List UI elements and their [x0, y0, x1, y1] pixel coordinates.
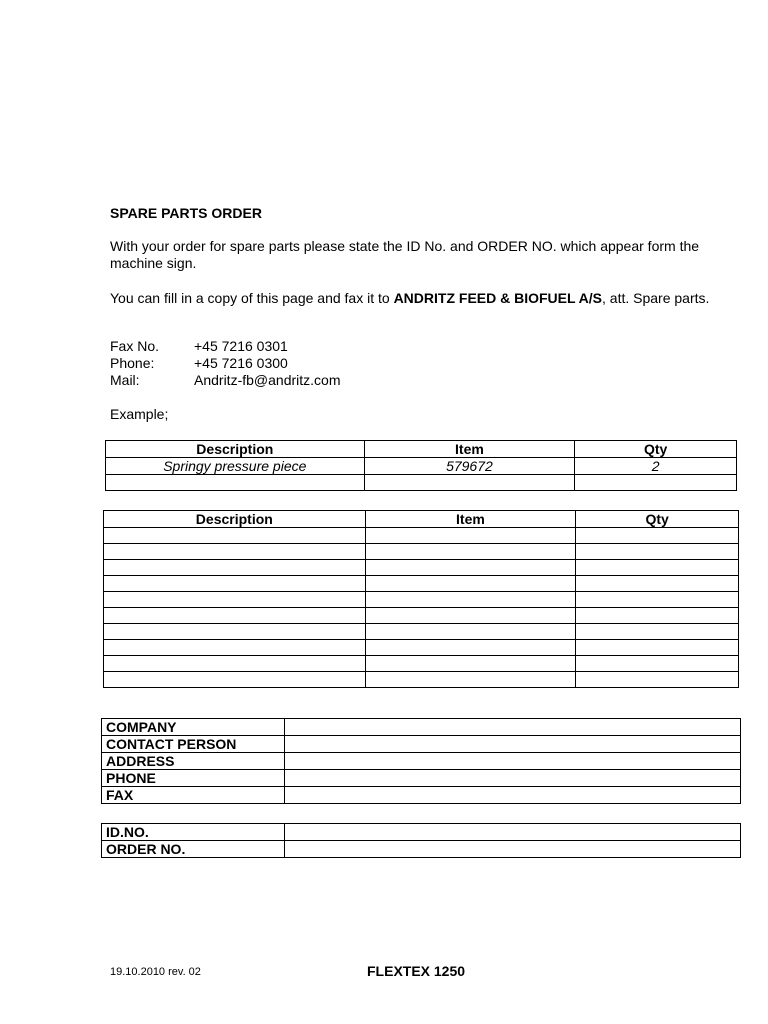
column-header: Qty — [575, 441, 737, 458]
empty-cell[interactable] — [576, 608, 739, 624]
empty-cell[interactable] — [104, 672, 366, 688]
form-row — [102, 770, 741, 787]
table-row — [104, 560, 739, 576]
table-row — [104, 672, 739, 688]
empty-cell[interactable] — [365, 656, 576, 672]
table-row — [106, 458, 737, 475]
empty-cell[interactable] — [576, 656, 739, 672]
field-label-company: COMPANY — [102, 719, 285, 736]
empty-cell[interactable] — [576, 576, 739, 592]
contact-fax — [110, 338, 340, 355]
table-row — [104, 544, 739, 560]
fax-instructions — [110, 290, 730, 307]
intro-paragraph: With your order for spare parts please state the ID No. and ORDER NO. which appear form the machine sign. — [110, 238, 700, 271]
empty-cell[interactable] — [576, 640, 739, 656]
empty-cell[interactable] — [104, 624, 366, 640]
contact-label: Phone: — [110, 355, 155, 371]
table-row — [106, 475, 737, 491]
field-label-address: ADDRESS — [102, 753, 285, 770]
column-header: Description — [104, 511, 366, 528]
empty-cell[interactable] — [576, 560, 739, 576]
id-form — [101, 823, 741, 858]
field-label-phone: PHONE — [102, 770, 285, 787]
empty-cell[interactable] — [575, 475, 737, 491]
column-header: Item — [364, 441, 575, 458]
field-label-fax: FAX — [102, 787, 285, 804]
example-qty: 2 — [575, 458, 737, 475]
column-header: Item — [365, 511, 576, 528]
form-row — [102, 841, 741, 858]
empty-cell[interactable] — [364, 475, 575, 491]
fax-field[interactable] — [284, 787, 740, 804]
empty-cell[interactable] — [576, 592, 739, 608]
table-row — [104, 656, 739, 672]
contact-phone — [110, 355, 340, 372]
empty-cell[interactable] — [104, 544, 366, 560]
order-table — [103, 510, 739, 688]
table-header-row — [104, 511, 739, 528]
empty-cell[interactable] — [104, 608, 366, 624]
empty-cell[interactable] — [365, 560, 576, 576]
field-label-id-no: ID.NO. — [102, 824, 285, 841]
empty-cell[interactable] — [576, 528, 739, 544]
example-description: Springy pressure piece — [106, 458, 365, 475]
form-row — [102, 753, 741, 770]
empty-cell[interactable] — [104, 656, 366, 672]
table-row — [104, 528, 739, 544]
empty-cell[interactable] — [104, 640, 366, 656]
footer-date-revision: 19.10.2010 rev. 02 — [110, 966, 201, 978]
company-form — [101, 718, 741, 804]
footer-model: FLEXTEX 1250 — [367, 963, 466, 979]
company-name: ANDRITZ FEED & BIOFUEL A/S — [393, 290, 603, 306]
empty-cell[interactable] — [365, 608, 576, 624]
table-row — [104, 592, 739, 608]
address-field[interactable] — [284, 753, 740, 770]
table-row — [104, 576, 739, 592]
empty-cell[interactable] — [365, 640, 576, 656]
field-label-contact-person: CONTACT PERSON — [102, 736, 285, 753]
empty-cell[interactable] — [365, 624, 576, 640]
empty-cell[interactable] — [104, 576, 366, 592]
fax-text-before: You can fill in a copy of this page and fax it to — [110, 290, 394, 306]
empty-cell[interactable] — [365, 672, 576, 688]
id-no-field[interactable] — [284, 824, 740, 841]
table-header-row — [106, 441, 737, 458]
example-label: Example; — [110, 406, 169, 422]
form-row — [102, 787, 741, 804]
form-row — [102, 736, 741, 753]
empty-cell[interactable] — [104, 528, 366, 544]
contact-label: Mail: — [110, 372, 140, 388]
contact-value: +45 7216 0301 — [194, 338, 288, 354]
empty-cell[interactable] — [576, 672, 739, 688]
form-row — [102, 824, 741, 841]
empty-cell[interactable] — [104, 560, 366, 576]
contact-mail — [110, 372, 340, 389]
empty-cell[interactable] — [576, 624, 739, 640]
form-row — [102, 719, 741, 736]
company-field[interactable] — [284, 719, 740, 736]
table-row — [104, 608, 739, 624]
page-title: SPARE PARTS ORDER — [110, 205, 262, 221]
contact-value: Andritz-fb@andritz.com — [194, 372, 341, 388]
field-label-order-no: ORDER NO. — [102, 841, 285, 858]
empty-cell[interactable] — [365, 576, 576, 592]
table-row — [104, 624, 739, 640]
empty-cell[interactable] — [365, 592, 576, 608]
empty-cell[interactable] — [365, 528, 576, 544]
empty-cell[interactable] — [365, 544, 576, 560]
example-item: 579672 — [364, 458, 575, 475]
column-header: Description — [106, 441, 365, 458]
contact-person-field[interactable] — [284, 736, 740, 753]
phone-field[interactable] — [284, 770, 740, 787]
column-header: Qty — [576, 511, 739, 528]
contact-value: +45 7216 0300 — [194, 355, 288, 371]
contact-label: Fax No. — [110, 338, 160, 354]
table-row — [104, 640, 739, 656]
empty-cell[interactable] — [106, 475, 365, 491]
empty-cell[interactable] — [104, 592, 366, 608]
fax-text-after: , att. Spare parts. — [602, 290, 710, 306]
order-no-field[interactable] — [284, 841, 740, 858]
empty-cell[interactable] — [576, 544, 739, 560]
contact-block — [110, 338, 340, 389]
example-table — [105, 440, 737, 491]
